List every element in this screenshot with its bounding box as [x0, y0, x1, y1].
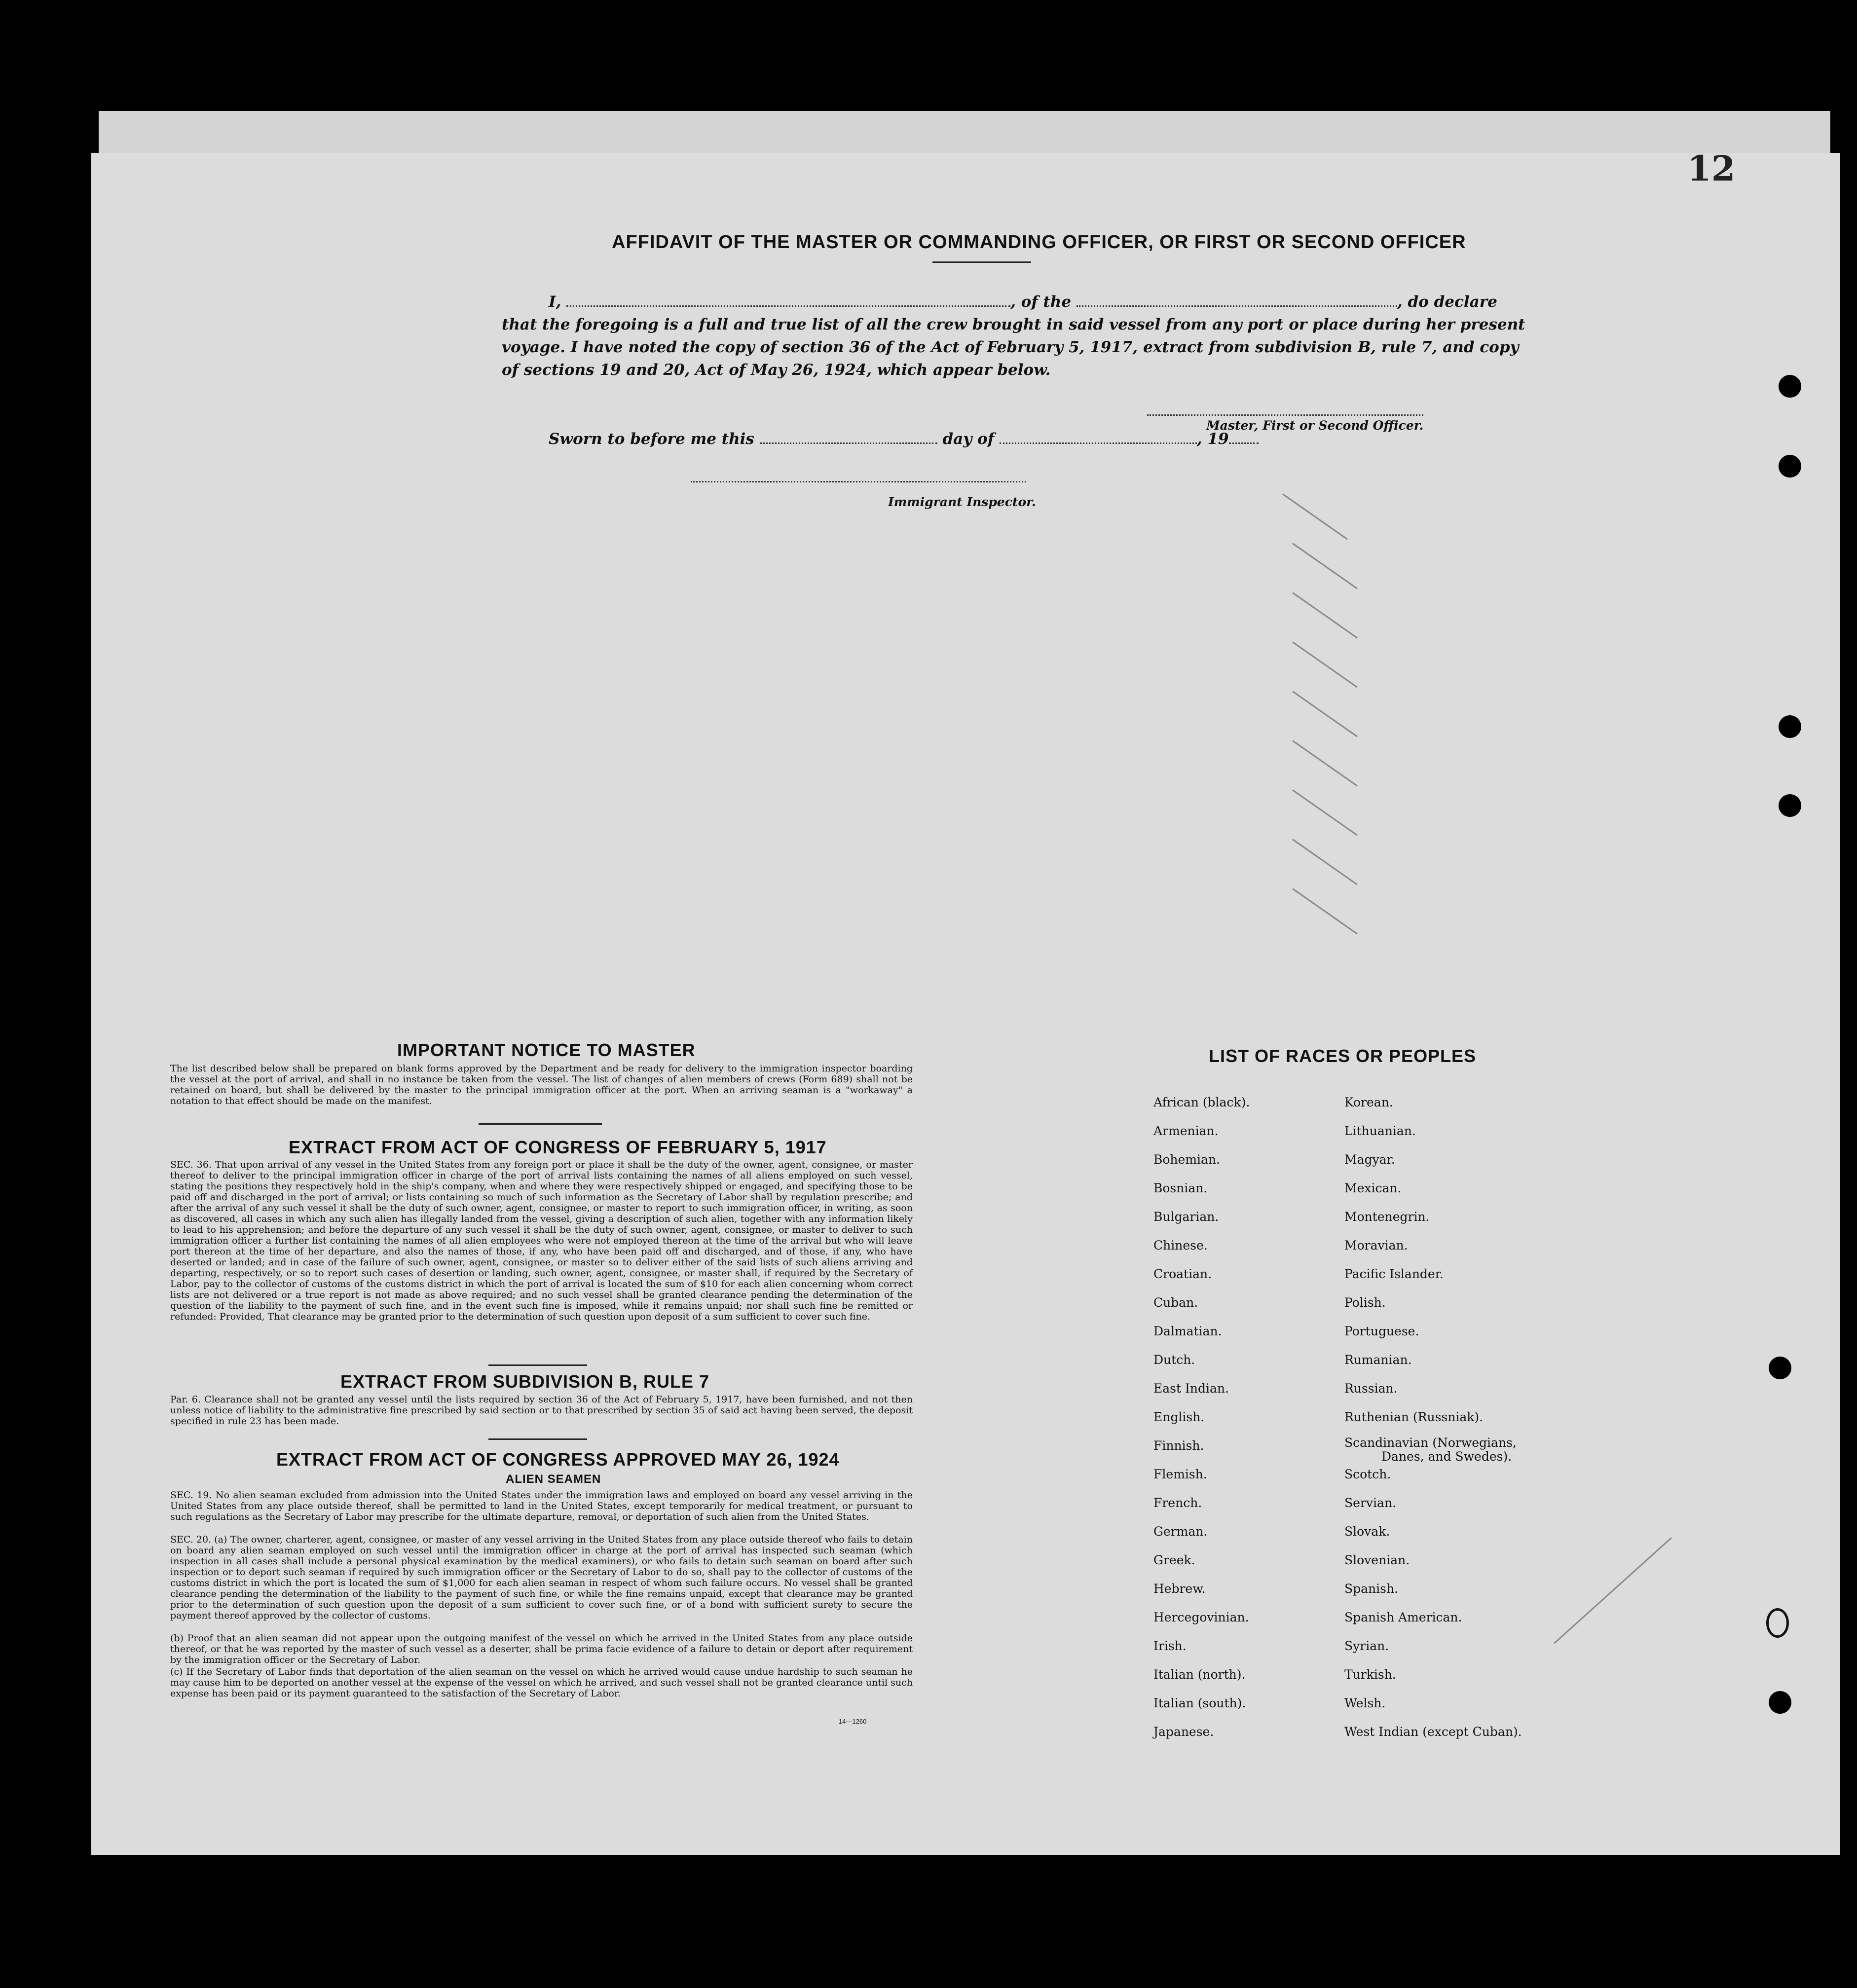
inspector-signature-line[interactable]	[691, 481, 1026, 482]
affidavit-line-3: voyage. I have noted the copy of section 36 of the Act of February 5, 1917, extract from subdivision B, rule 7, and copy	[502, 338, 1519, 356]
punch-hole	[1779, 715, 1801, 738]
race-right-item: Montenegrin.	[1344, 1210, 1430, 1224]
name-blank[interactable]	[566, 295, 1010, 307]
back-sheet-strip	[99, 111, 1830, 157]
affidavit-do-declare: , do declare	[1397, 293, 1497, 311]
extract-1917-title: EXTRACT FROM ACT OF CONGRESS OF FEBRUARY 5, 1917	[289, 1137, 827, 1157]
affidavit-line-1	[549, 293, 1497, 311]
race-right-item: Rumanian.	[1344, 1353, 1412, 1367]
race-left-item: Cuban.	[1153, 1295, 1198, 1310]
race-right-item: Scandinavian (Norwegians,	[1344, 1436, 1517, 1450]
race-right-item: Welsh.	[1344, 1696, 1386, 1710]
race-right-item: Servian.	[1344, 1496, 1396, 1510]
title-rule	[932, 261, 1031, 263]
race-right-item: West Indian (except Cuban).	[1344, 1725, 1522, 1739]
master-signature-label: Master, First or Second Officer.	[1206, 418, 1424, 433]
vessel-blank[interactable]	[1077, 295, 1397, 307]
race-left-item: Greek.	[1153, 1553, 1195, 1567]
race-right-item: Korean.	[1344, 1095, 1393, 1109]
race-right-item: Spanish.	[1344, 1582, 1399, 1596]
race-left-item: Bosnian.	[1153, 1181, 1208, 1195]
race-left-item: Dutch.	[1153, 1353, 1195, 1367]
race-left-item: French.	[1153, 1496, 1202, 1510]
extract-rule7-body: Par. 6. Clearance shall not be granted any vessel until the lists required by section 36 of the Act of February 5, 1917, have been furnished, and not then unless notice of liability to the administrative fine prescribed by said section or to that prescribed by section 35 of said act having been served, the deposit specified in rule 23 has been made.	[170, 1394, 913, 1427]
extract-rule7-rule	[488, 1438, 587, 1440]
sec20c-body: (c) If the Secretary of Labor finds that deportation of the alien seaman on the vessel on which he arrived would cause undue hardship to such seaman he may cause him to be deported on another vessel at the expense of the vessel on which he arrived, and such vessel shall not be granted clearance until such expense has been paid or its payment guaranteed to the satisfaction of the Secretary of Labor.	[170, 1666, 913, 1699]
affidavit-of-the: , of the	[1010, 293, 1072, 311]
extract-1924-title: EXTRACT FROM ACT OF CONGRESS APPROVED MAY 26, 1924	[276, 1449, 840, 1470]
alien-seamen-subtitle: ALIEN SEAMEN	[506, 1473, 601, 1486]
inspector-signature-label: Immigrant Inspector.	[888, 495, 1036, 509]
race-right-item: Syrian.	[1344, 1639, 1389, 1653]
race-left-item: Armenian.	[1153, 1124, 1219, 1138]
race-left-item: English.	[1153, 1410, 1205, 1424]
sworn-year-blank[interactable]	[1229, 432, 1259, 444]
race-right-item: Spanish American.	[1344, 1610, 1462, 1624]
punch-hole	[1769, 1357, 1791, 1379]
punch-hole	[1766, 1608, 1789, 1638]
race-right-item: Mexican.	[1344, 1181, 1402, 1195]
race-right-item-continued: Danes, and Swedes).	[1381, 1449, 1512, 1464]
notice-title: IMPORTANT NOTICE TO MASTER	[397, 1040, 696, 1060]
race-right-item: Polish.	[1344, 1295, 1386, 1310]
race-left-item: East Indian.	[1153, 1381, 1229, 1396]
notice-body: The list described below shall be prepared on blank forms approved by the Department and be ready for delivery to the immigration inspector boarding the vessel at the port of arrival, and shall in no instance be taken from the vessel. The list of changes of alien members of crews (Form 689) shall not be retained on board, but shall be delivered by the master to the principal immigration officer at the port. When an arriving seaman is a "workaway" a notation to that effect should be made on the manifest.	[170, 1063, 913, 1106]
race-left-item: Croatian.	[1153, 1267, 1212, 1281]
extract-1917-rule	[488, 1364, 587, 1366]
race-left-item: Flemish.	[1153, 1467, 1207, 1481]
notice-rule	[479, 1123, 602, 1125]
race-left-item: Bulgarian.	[1153, 1210, 1219, 1224]
sec19-body: SEC. 19. No alien seaman excluded from admission into the United States under the immigration laws and employed on board any vessel arriving in the United States from any place outside thereof, shall be permitted to land in the United States, except temporarily for medical treatment, or pursuant to such regulations as the Secretary of Labor may prescribe for the ultimate departure, removal, or deportation of such alien from the United States.	[170, 1490, 913, 1522]
race-left-item: Italian (north).	[1153, 1667, 1246, 1682]
day-of-text: day of	[942, 430, 995, 448]
punch-hole	[1779, 794, 1801, 817]
sworn-month-blank[interactable]	[1000, 432, 1197, 444]
extract-rule7-title: EXTRACT FROM SUBDIVISION B, RULE 7	[340, 1371, 710, 1392]
sec20b-body: (b) Proof that an alien seaman did not appear upon the outgoing manifest of the vessel on which he arrived in the United States from any place outside thereof, or that he was reported by the master of such vessel as a deserter, shall be prima facie evidence of a failure to detain or deport after requirement by the immigration officer or the Secretary of Labor.	[170, 1633, 913, 1665]
sworn-line	[549, 430, 1259, 448]
race-left-item: Bohemian.	[1153, 1152, 1220, 1167]
master-signature-line[interactable]	[1147, 414, 1423, 416]
race-left-item: Japanese.	[1153, 1725, 1214, 1739]
race-right-item: Lithuanian.	[1344, 1124, 1416, 1138]
affidavit-line-2: that the foregoing is a full and true list of all the crew brought in said vessel from any port or place during her present	[502, 316, 1525, 333]
race-right-item: Slovak.	[1344, 1524, 1390, 1539]
race-left-item: Dalmatian.	[1153, 1324, 1222, 1338]
race-left-item: Chinese.	[1153, 1238, 1208, 1252]
year-prefix: , 19	[1196, 430, 1229, 448]
race-left-item: German.	[1153, 1524, 1208, 1539]
race-right-item: Turkish.	[1344, 1667, 1396, 1682]
race-right-item: Ruthenian (Russniak).	[1344, 1410, 1484, 1424]
sec20a-body: SEC. 20. (a) The owner, charterer, agent, consignee, or master of any vessel arriving in the United States from any place outside thereof who fails to detain on board any alien seaman employed on such vessel until the immigration officer in charge at the port of arrival has inspected such seaman (which inspection in all cases shall include a personal physical examination by the medical examiners), or who fails to detain such seaman on board after such inspection or to deport such seaman if required by such immigration officer or the Secretary of Labor to do so, shall pay to the collector of customs of the customs district in which the port is located the sum of $1,000 for each alien seaman in respect of whom such failure occurs. No vessel shall be granted clearance pending the determination of the liability to the payment of such fine, or while the fine remains unpaid, except that clearance may be granted prior to the determination of such question upon the deposit of a sum sufficient to cover such fine, or of a bond with sufficient surety to secure the payment thereof approved by the collector of customs.	[170, 1534, 913, 1621]
race-left-item: Hebrew.	[1153, 1582, 1206, 1596]
race-right-item: Scotch.	[1344, 1467, 1391, 1481]
race-left-item: Hercegovinian.	[1153, 1610, 1249, 1624]
race-left-item: Italian (south).	[1153, 1696, 1246, 1710]
race-right-item: Pacific Islander.	[1344, 1267, 1444, 1281]
race-right-item: Magyar.	[1344, 1152, 1395, 1167]
punch-hole	[1779, 375, 1801, 398]
race-right-item: Moravian.	[1344, 1238, 1408, 1252]
form-number: 14—1260	[839, 1718, 867, 1725]
sworn-day-blank[interactable]	[760, 432, 937, 444]
extract-1917-body: SEC. 36. That upon arrival of any vessel in the United States from any foreign port or place it shall be the duty of the owner, agent, consignee, or master thereof to deliver to the principal immigration officer in charge of the port of arrival lists containing the names of all aliens employed on such vessel, stating the positions they respectively hold in the ship's company, when and where they were respectively shipped or engaged, and specifying those to be paid off and discharged in the port of arrival; or lists containing so much of such information as the Secretary of Labor shall by regulation prescribe; and after the arrival of any such vessel it shall be the duty of such owner, agent, consignee, or master to report to such immigration officer, in writing, as soon as discovered, all cases in which any such alien has illegally landed from the vessel, giving a description of such alien, together with any information likely to lead to his apprehension; and before the departure of any such vessel it shall be the duty of such owner, agent, consignee, or master to deliver to such immigration officer a further list containing the names of all alien employees who were not employed thereon at the time of the arrival but who will leave port thereon at the time of her departure, and also the names of those, if any, who have been paid off and discharged, and of those, if any, who have deserted or landed; and in case of the failure of such owner, agent, consignee, or master so to deliver either of the said lists of such aliens arriving and departing, respectively, or so to report such cases of desertion or landing, such owner, agent, consignee, or master shall, if required by the Secretary of Labor, pay to the collector of customs of the customs district in which the port of arrival is located the sum of $10 for each alien concerning whom correct lists are not delivered or a true report is not made as above required; and no such vessel shall be granted clearance pending the determination of the question of the liability to the payment of such fine, and in the event such fine is imposed, while it remains unpaid; nor shall such fine be remitted or refunded: Provided, That clearance may be granted prior to the determination of such question upon deposit of a sum sufficient to cover such fine.	[170, 1159, 913, 1322]
race-left-item: African (black).	[1153, 1095, 1250, 1109]
race-right-item: Portuguese.	[1344, 1324, 1419, 1338]
page-number-mark: 12	[1687, 148, 1736, 189]
race-right-item: Russian.	[1344, 1381, 1398, 1396]
punch-hole	[1769, 1691, 1791, 1714]
sworn-text: Sworn to before me this	[549, 430, 754, 448]
race-right-item: Slovenian.	[1344, 1553, 1410, 1567]
affidavit-i: I,	[549, 293, 561, 311]
affidavit-line-4: of sections 19 and 20, Act of May 26, 1924, which appear below.	[502, 361, 1051, 379]
punch-hole	[1779, 455, 1801, 478]
race-left-item: Finnish.	[1153, 1438, 1204, 1453]
races-title: LIST OF RACES OR PEOPLES	[1209, 1046, 1477, 1066]
race-left-item: Irish.	[1153, 1639, 1187, 1653]
affidavit-title: AFFIDAVIT OF THE MASTER OR COMMANDING OFFICER, OR FIRST OR SECOND OFFICER	[612, 232, 1466, 253]
